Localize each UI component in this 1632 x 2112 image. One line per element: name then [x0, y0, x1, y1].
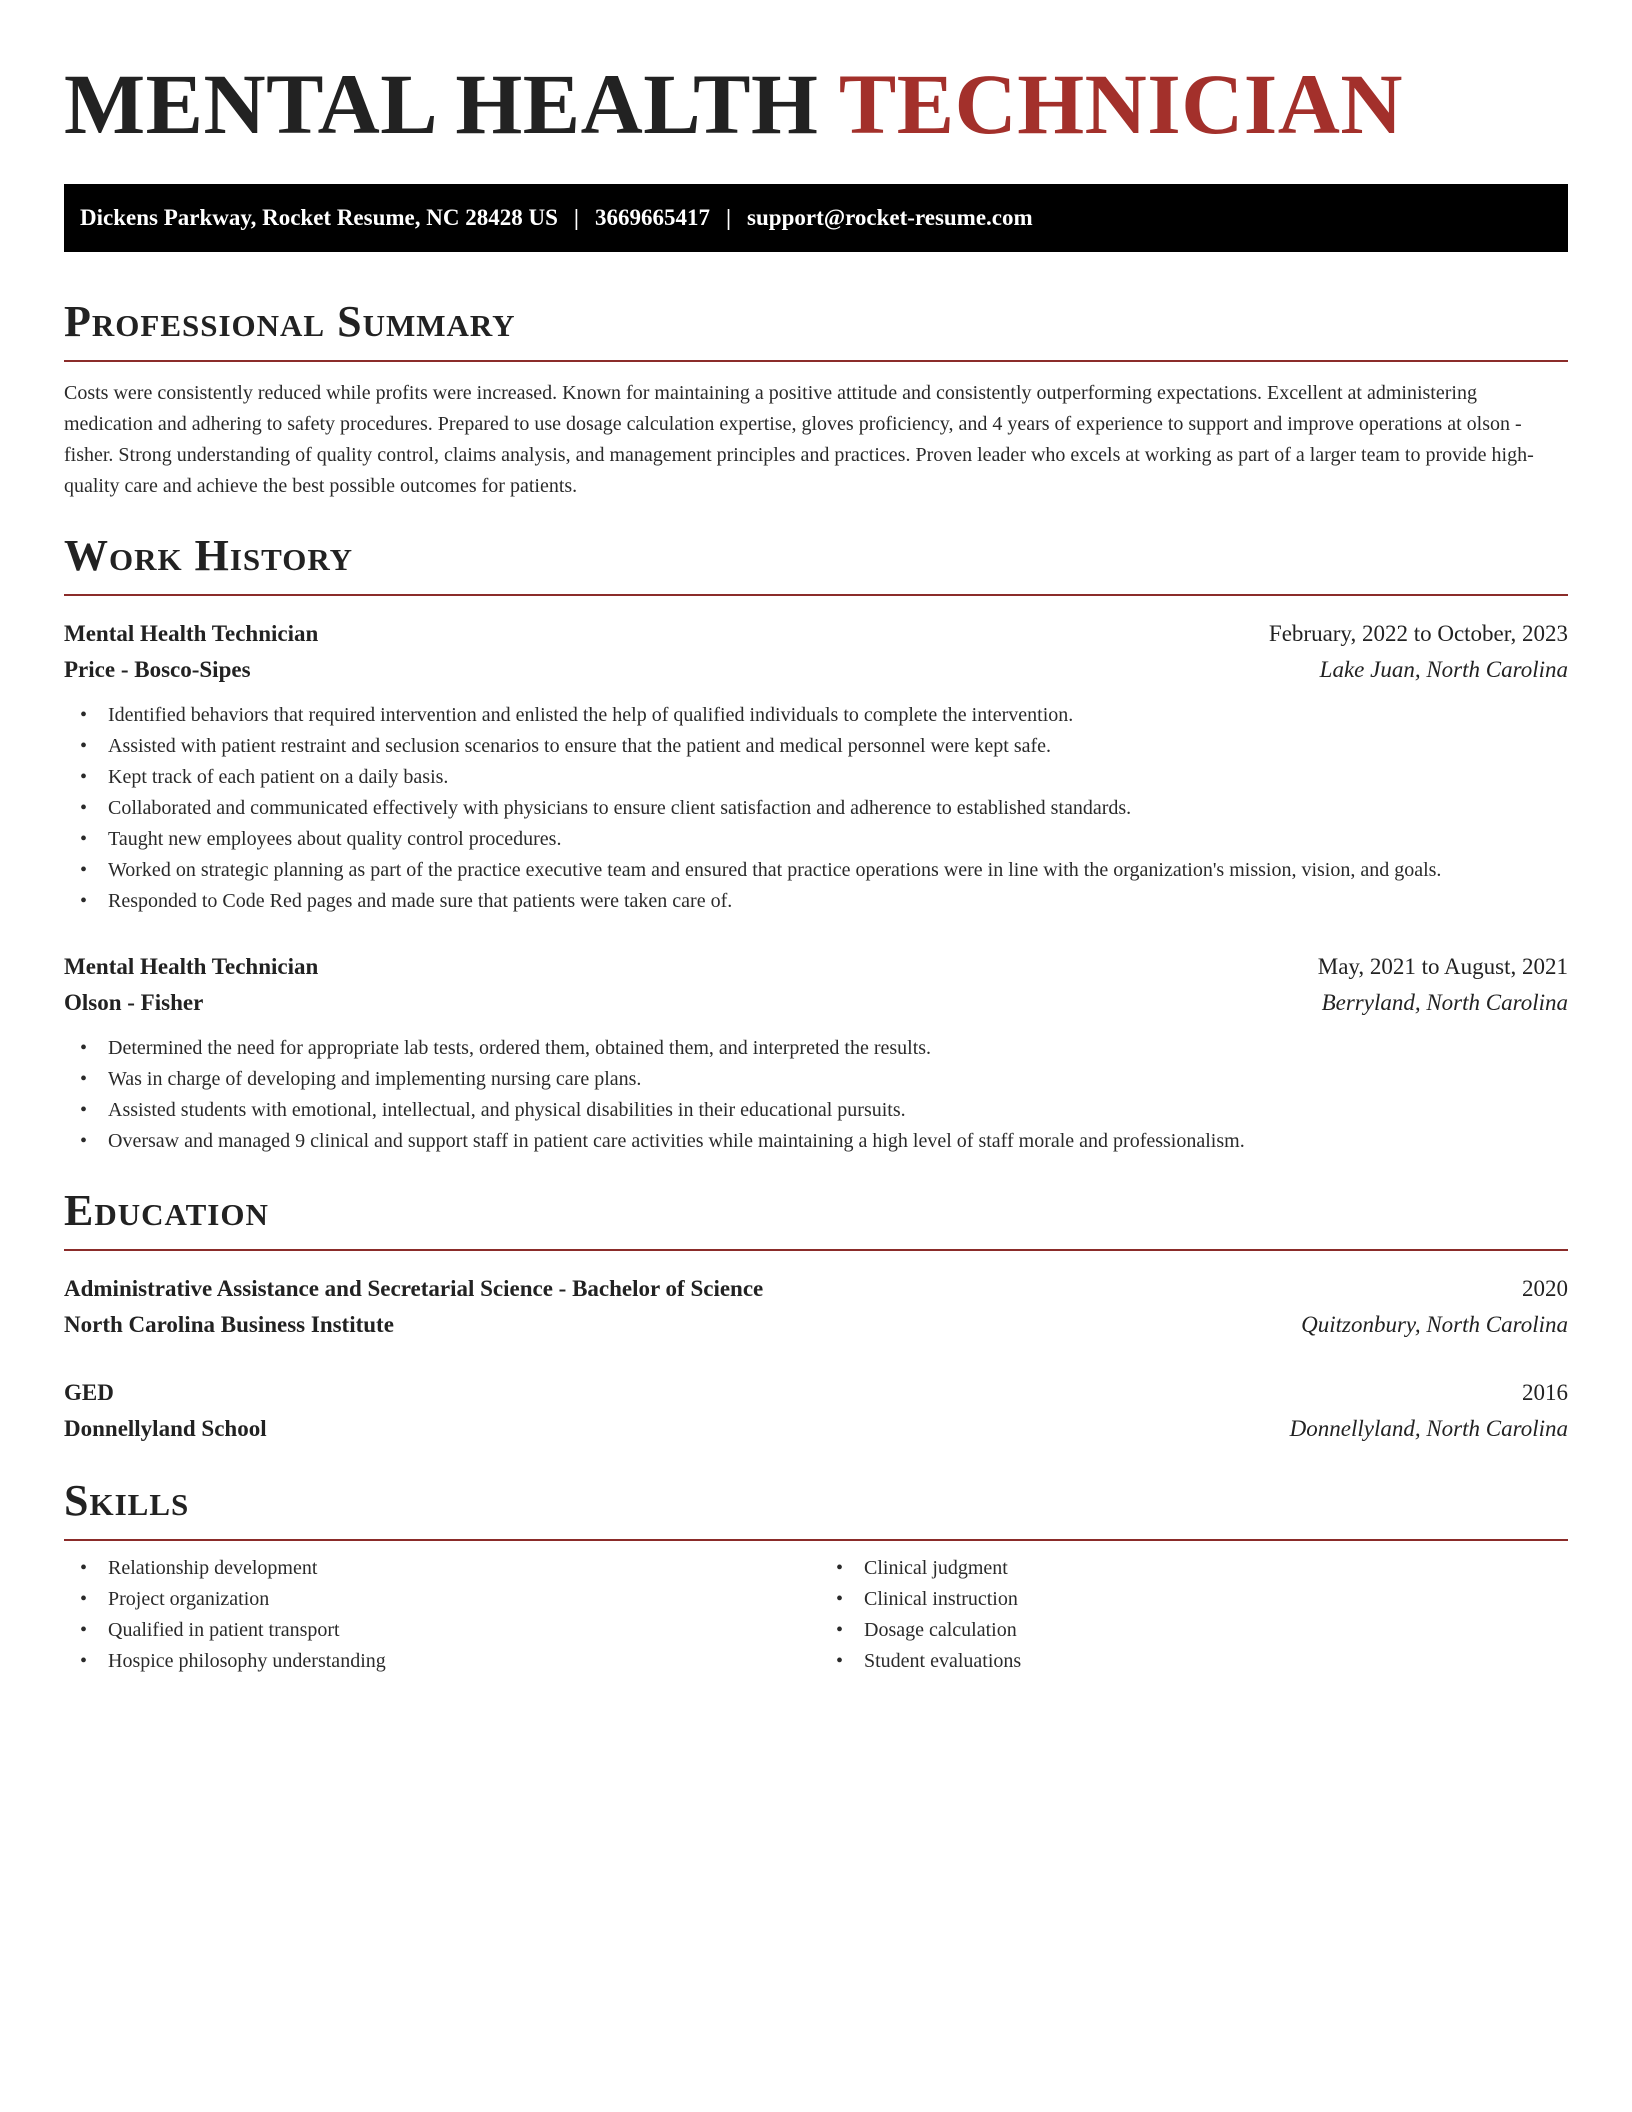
job-entry — [64, 949, 1568, 1157]
resume-title — [64, 56, 1568, 152]
job-bullet: • Assisted with patient restraint and seclusion scenarios to ensure that the patient and medical personnel were kept safe. — [80, 731, 1568, 762]
education-school: Donnellyland School — [64, 1416, 267, 1441]
contact-bar — [64, 184, 1568, 252]
job-bullet: • Assisted students with emotional, intellectual, and physical disabilities in their educational pursuits. — [80, 1095, 1568, 1126]
section-divider — [64, 1249, 1568, 1251]
job-bullet: • Identified behaviors that required intervention and enlisted the help of qualified individuals to complete the intervention. — [80, 700, 1568, 731]
skill-item: • Relationship development — [80, 1553, 816, 1584]
job-company: Olson - Fisher — [64, 990, 204, 1015]
education-school: North Carolina Business Institute — [64, 1312, 394, 1337]
skill-item: • Clinical judgment — [836, 1553, 1568, 1584]
skills-right-column — [816, 1553, 1568, 1677]
education-degree: Administrative Assistance and Secretarial Science - Bachelor of Science — [64, 1276, 764, 1301]
job-title: Mental Health Technician — [64, 954, 319, 979]
section-divider — [64, 594, 1568, 596]
job-bullet: • Oversaw and managed 9 clinical and support staff in patient care activities while maintaining a high level of staff morale and professionalism. — [80, 1126, 1568, 1157]
skill-item: • Hospice philosophy understanding — [80, 1646, 816, 1677]
skill-item: • Clinical instruction — [836, 1584, 1568, 1615]
section-title-summary: Professional Summary — [64, 297, 516, 346]
skills-section — [64, 1475, 1568, 1677]
education-degree: GED — [64, 1380, 114, 1405]
section-divider — [64, 1539, 1568, 1541]
skill-item: • Qualified in patient transport — [80, 1615, 816, 1646]
education-entry — [64, 1271, 1568, 1343]
job-location: Berryland, North Carolina — [1321, 990, 1568, 1015]
job-bullet: • Responded to Code Red pages and made sure that patients were taken care of. — [80, 886, 1568, 917]
job-entry — [64, 616, 1568, 917]
contact-email: support@rocket-resume.com — [747, 205, 1033, 230]
job-bullet: • Collaborated and communicated effectively with physicians to ensure client satisfaction and adherence to established standards. — [80, 793, 1568, 824]
summary-section — [64, 296, 1568, 502]
job-dates: May, 2021 to August, 2021 — [1317, 954, 1568, 979]
skills-columns — [64, 1553, 1568, 1677]
contact-separator: | — [725, 205, 732, 230]
skill-item: • Dosage calculation — [836, 1615, 1568, 1646]
section-title-skills: Skills — [64, 1476, 190, 1525]
summary-text: Costs were consistently reduced while profits were increased. Known for maintaining a positive attitude and consistently outperforming expectations. Excellent at administering medication and adhering to safety procedures. Prepared to use dosage calculation expertise, gloves proficiency, and 4 years of experience to support and improve operations at olson - fisher. Strong understanding of quality control, claims analysis, and management principles and practices. Proven leader who excels at working as part of a larger team to provide high-quality care and achieve the best possible outcomes for patients. — [64, 382, 1534, 497]
contact-phone: 3669665417 — [594, 205, 710, 230]
work-history-section — [64, 530, 1568, 1157]
job-bullet: • Worked on strategic planning as part of the practice executive team and ensured that practice operations were in line with the organization's mission, vision, and goals. — [80, 855, 1568, 886]
job-bullet: • Kept track of each patient on a daily basis. — [80, 762, 1568, 793]
education-location: Donnellyland, North Carolina — [1289, 1416, 1568, 1441]
job-bullet: • Determined the need for appropriate lab tests, ordered them, obtained them, and interpreted the results. — [80, 1033, 1568, 1064]
job-company: Price - Bosco-Sipes — [64, 657, 251, 682]
education-year: 2016 — [1522, 1380, 1568, 1405]
job-location: Lake Juan, North Carolina — [1319, 657, 1568, 682]
job-bullet: • Was in charge of developing and implementing nursing care plans. — [80, 1064, 1568, 1095]
job-dates: February, 2022 to October, 2023 — [1268, 621, 1568, 646]
education-section — [64, 1185, 1568, 1447]
education-entry — [64, 1375, 1568, 1447]
title-first-part: MENTAL HEALTH — [64, 56, 819, 152]
title-last-part: TECHNICIAN — [838, 56, 1403, 152]
section-divider — [64, 360, 1568, 362]
contact-separator: | — [573, 205, 579, 230]
job-bullets — [64, 700, 1568, 917]
job-bullets — [64, 1033, 1568, 1157]
skills-left-column — [64, 1553, 816, 1677]
education-year: 2020 — [1522, 1276, 1568, 1301]
section-title-education: Education — [64, 1186, 269, 1235]
education-location: Quitzonbury, North Carolina — [1301, 1312, 1568, 1337]
skill-item: • Student evaluations — [836, 1646, 1568, 1677]
job-bullet: • Taught new employees about quality control procedures. — [80, 824, 1568, 855]
section-title-work-history: Work History — [64, 531, 354, 580]
job-title: Mental Health Technician — [64, 621, 319, 646]
skill-item: • Project organization — [80, 1584, 816, 1615]
contact-address: Dickens Parkway, Rocket Resume, NC 28428 US — [80, 205, 558, 230]
